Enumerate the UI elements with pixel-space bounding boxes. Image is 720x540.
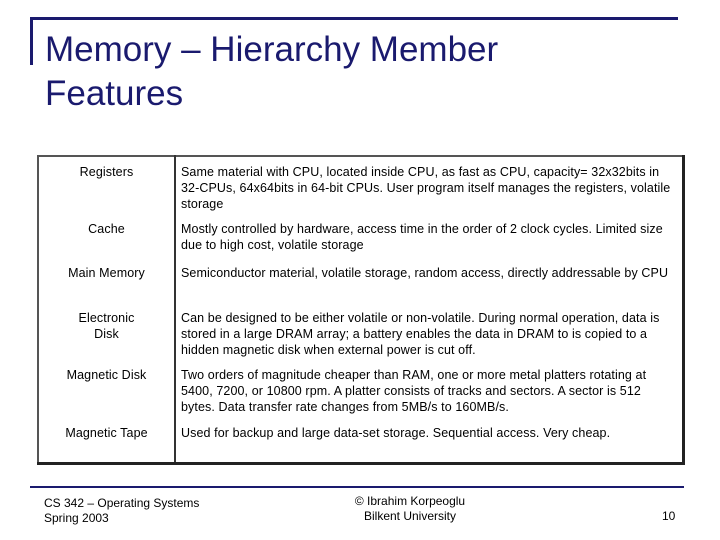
- row-description-cache: Mostly controlled by hardware, access time in the order of 2 clock cycles. Limited size due to high cost, volatile storage: [181, 222, 663, 252]
- footer-rule: [30, 486, 684, 488]
- table-row-magnetic-tape: [38, 418, 684, 464]
- row-name-electronic-disk: [38, 303, 175, 360]
- row-name-registers: Registers: [38, 156, 175, 214]
- row-name-main-memory: Main Memory: [38, 258, 175, 303]
- footer-term: Spring 2003: [44, 511, 109, 525]
- row-description-magnetic-disk: Two orders of magnitude cheaper than RAM, one or more metal platters rotating at 5400, 7200, or 10800 rpm. A platter consists of tracks and sectors. A sector is 512 bytes. Data transfer rate changes from 5MB/s to 160MB/s.: [181, 368, 647, 414]
- title-top-rule: [30, 17, 678, 20]
- row-name-magnetic-disk: Magnetic Disk: [38, 360, 175, 418]
- footer-author-info: [320, 494, 500, 524]
- row-name-cache: Cache: [38, 214, 175, 258]
- slide-page-number: 10: [662, 509, 676, 523]
- row-description-main-memory: Semiconductor material, volatile storage, random access, directly addressable by CPU: [181, 266, 669, 280]
- table-row-main-memory: [38, 258, 684, 303]
- slide-title-line-1: Memory – Hierarchy Member: [45, 30, 499, 69]
- row-description-magnetic-tape: Used for backup and large data-set storage. Sequential access. Very cheap.: [181, 426, 611, 440]
- title-left-rule: [30, 17, 33, 65]
- row-name-magnetic-tape: Magnetic Tape: [38, 418, 175, 464]
- slide-title-line-2: Features: [45, 74, 184, 113]
- row-description-electronic-disk: Can be designed to be either volatile or non-volatile. During normal operation, data is stored in a large DRAM array; a battery enables the data in DRAM to is copied to a hidden magnetic disk when external power is cut off.: [181, 311, 660, 357]
- slide-title: [45, 28, 645, 116]
- footer-course: CS 342 – Operating Systems: [44, 496, 200, 510]
- table-row-magnetic-disk: [38, 360, 684, 418]
- table-row-cache: [38, 214, 684, 258]
- row-name-electronic-disk-line-2: Disk: [94, 327, 119, 341]
- memory-features-table: [37, 155, 685, 465]
- footer-course-info: [44, 496, 199, 526]
- row-description-registers: Same material with CPU, located inside CPU, as fast as CPU, capacity= 32x32bits in 32-CPUs, 64x64bits in 64-bit CPUs. User program itself manages the registers, volatile storage: [181, 165, 671, 211]
- table-row-electronic-disk: [38, 303, 684, 360]
- row-name-electronic-disk-line-1: Electronic: [78, 311, 135, 325]
- table-row-registers: [38, 156, 684, 214]
- footer-author: © Ibrahim Korpeoglu: [354, 494, 466, 508]
- footer-institution: Bilkent University: [363, 509, 457, 523]
